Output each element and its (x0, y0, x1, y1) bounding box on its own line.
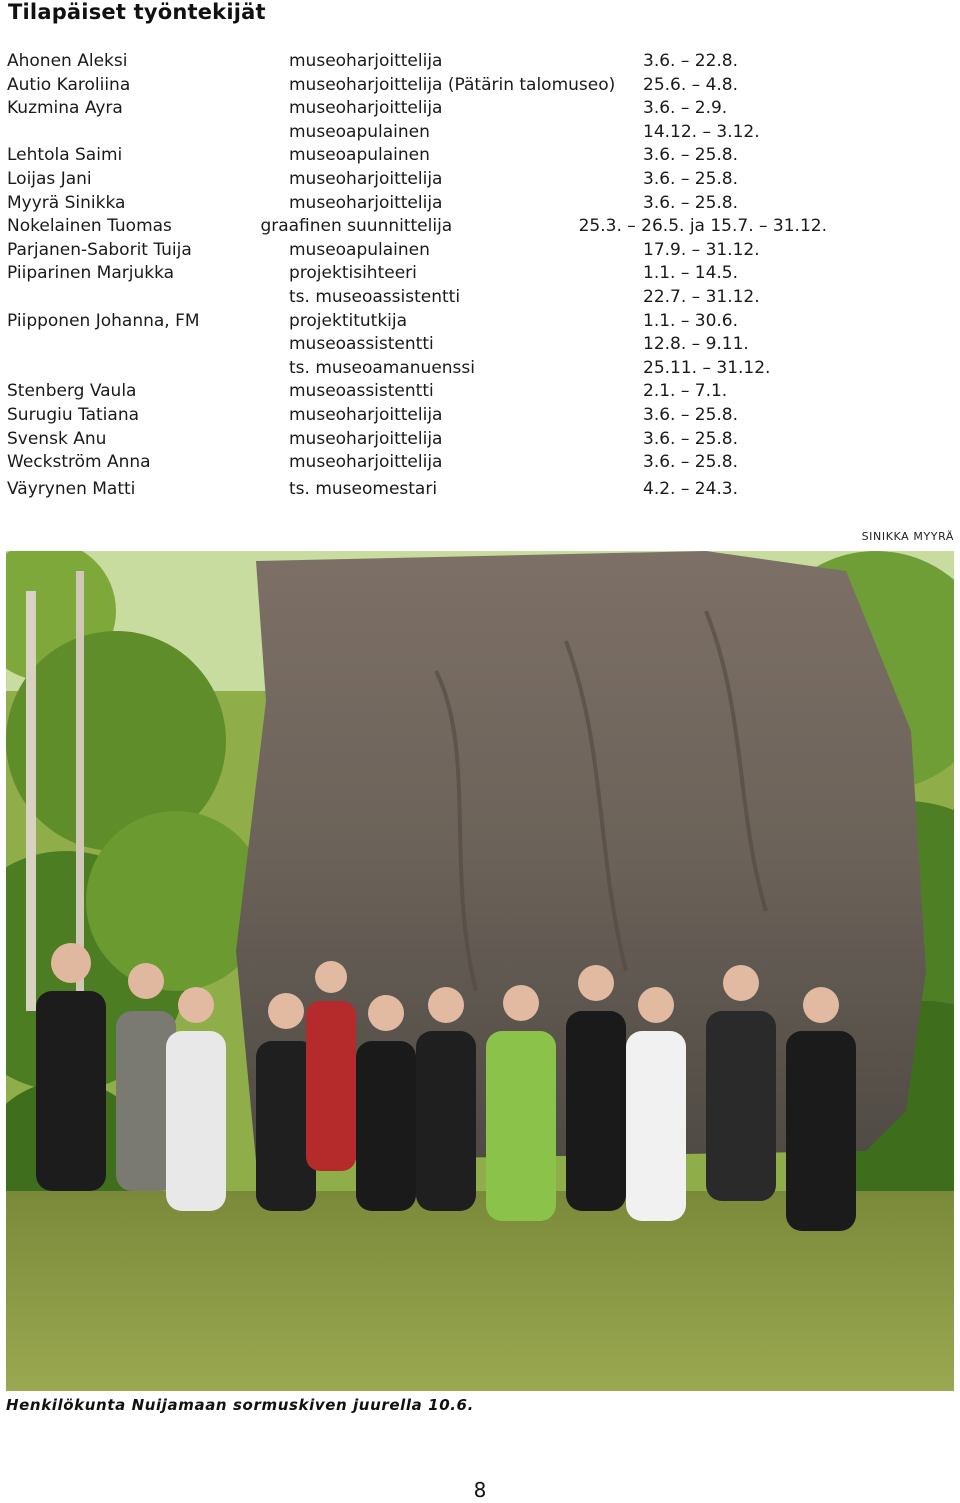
staff-dates: 3.6. – 25.8. (643, 192, 739, 213)
staff-dates: 1.1. – 30.6. (643, 310, 739, 331)
staff-dates: 4.2. – 24.3. (643, 478, 739, 499)
staff-role: ts. museoassistentti (289, 286, 461, 307)
staff-dates: 3.6. – 25.8. (643, 168, 739, 189)
staff-name: Myyrä Sinikka (7, 192, 126, 213)
staff-role: ts. museomestari (289, 478, 438, 499)
staff-row (7, 380, 827, 404)
staff-role: museoapulainen (289, 145, 430, 166)
staff-name: Weckström Anna (7, 452, 151, 473)
staff-row (7, 428, 827, 452)
page-number: 8 (473, 1478, 487, 1502)
staff-dates: 25.6. – 4.8. (643, 74, 739, 95)
staff-role: museoharjoittelija (289, 192, 443, 213)
staff-role: museoharjoittelija (Pätärin talomuseo) (289, 74, 616, 95)
staff-dates: 17.9. – 31.12. (643, 239, 760, 260)
staff-name: Ahonen Aleksi (7, 51, 128, 71)
staff-role: projektisihteeri (289, 263, 417, 284)
staff-name: Nokelainen Tuomas (7, 216, 172, 237)
staff-role: museoassistentti (289, 381, 434, 402)
staff-row (7, 239, 827, 263)
staff-row (7, 215, 827, 239)
staff-role: graafinen suunnittelija (260, 216, 453, 237)
staff-name (7, 333, 289, 357)
staff-row (7, 286, 827, 310)
staff-name: Parjanen-Saborit Tuija (7, 239, 192, 260)
staff-row (7, 50, 827, 74)
staff-table (7, 50, 827, 501)
photo-caption: Henkilökunta Nuijamaan sormuskiven juurella 10.6. (6, 1396, 474, 1414)
staff-name: Surugiu Tatiana (7, 404, 140, 425)
staff-row (7, 121, 827, 145)
staff-name: Väyrynen Matti (7, 478, 136, 499)
staff-row (7, 478, 827, 502)
staff-name: Lehtola Saimi (7, 145, 123, 166)
staff-role: museoapulainen (289, 121, 430, 142)
staff-row (7, 168, 827, 192)
staff-dates: 3.6. – 25.8. (643, 452, 739, 473)
staff-name: Piipponen Johanna, FM (7, 310, 200, 331)
staff-row (7, 262, 827, 286)
staff-name: Autio Karoliina (7, 74, 131, 95)
staff-name (7, 357, 289, 381)
staff-row (7, 97, 827, 121)
staff-name: Stenberg Vaula (7, 381, 137, 402)
group-photo-illustration (6, 551, 954, 1391)
staff-dates: 25.11. – 31.12. (643, 357, 771, 378)
staff-dates: 2.1. – 7.1. (643, 381, 728, 402)
staff-dates: 12.8. – 9.11. (643, 334, 749, 355)
staff-role: museoharjoittelija (289, 168, 443, 189)
staff-row (7, 404, 827, 428)
photo-credit: SINIKKA MYYRÄ (861, 530, 954, 543)
staff-name: Kuzmina Ayra (7, 98, 123, 119)
staff-role: museoharjoittelija (289, 98, 443, 119)
staff-dates: 3.6. – 2.9. (643, 98, 728, 119)
staff-role: projektitutkija (289, 310, 408, 331)
staff-role: museoapulainen (289, 239, 430, 260)
staff-row (7, 357, 827, 381)
staff-role: museoharjoittelija (289, 404, 443, 425)
staff-dates: 1.1. – 14.5. (643, 263, 739, 284)
staff-role: museoharjoittelija (289, 51, 443, 71)
staff-dates: 14.12. – 3.12. (643, 121, 760, 142)
staff-name (7, 286, 289, 310)
staff-dates: 25.3. – 26.5. ja 15.7. – 31.12. (578, 216, 827, 237)
staff-role: museoharjoittelija (289, 452, 443, 473)
staff-dates: 3.6. – 25.8. (643, 404, 739, 425)
staff-dates: 3.6. – 25.8. (643, 145, 739, 166)
staff-row (7, 333, 827, 357)
staff-row (7, 310, 827, 334)
staff-role: museoharjoittelija (289, 428, 443, 449)
staff-name: Svensk Anu (7, 428, 107, 449)
staff-dates: 3.6. – 25.8. (643, 428, 739, 449)
page-title: Tilapäiset työntekijät (8, 0, 266, 24)
group-photo (6, 551, 954, 1391)
staff-name: Loijas Jani (7, 168, 92, 189)
staff-role: museoassistentti (289, 334, 434, 355)
staff-row (7, 192, 827, 216)
staff-row (7, 144, 827, 168)
staff-name: Piiparinen Marjukka (7, 263, 175, 284)
staff-name (7, 121, 289, 145)
staff-role: ts. museoamanuenssi (289, 357, 475, 378)
staff-row (7, 74, 827, 98)
staff-dates: 3.6. – 22.8. (643, 51, 739, 71)
staff-dates: 22.7. – 31.12. (643, 286, 760, 307)
staff-row (7, 451, 827, 475)
